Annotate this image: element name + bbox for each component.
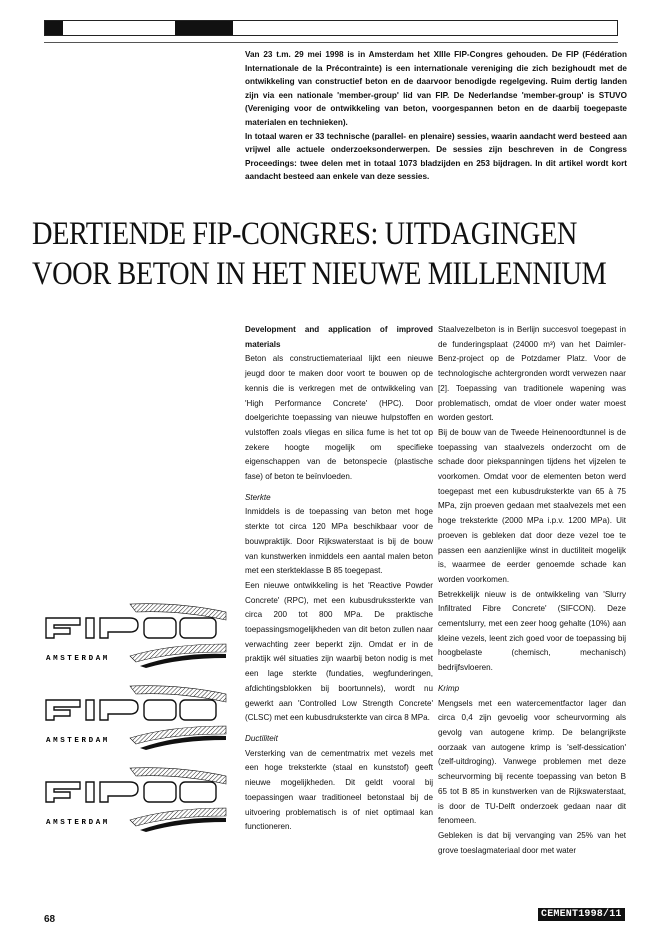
journal-issue-tag: CEMENT1998/11 [538, 908, 625, 921]
subheading-ductiliteit: Ductiliteit [245, 733, 278, 743]
paragraph: Mengsels met een watercementfactor lager dan circa 0,4 zijn gevoelig voor scheurvorming als gevolg van autogene krimp. De belangrijkste oorzaak van autogene krimp is 'self-dessication' (zelf-uitdroging). Vanwege problemen met deze scheurvorming bij recente toepassing van beton B 65 tot B 85 in kunstwerken van de Rijkswaterstaat, is door de TU-Delft onderzoek gedaan naar dit fenomeen. [438, 698, 626, 826]
headline-line-2: VOOR BETON IN HET NIEUWE MILLENNIUM [32, 256, 607, 292]
paragraph: Betrekkelijk nieuw is de ontwikkeling van 'Slurry Infiltrated Fibre Concrete' (SIFCON). Deze cementslurry, met een zeer hoog gehalte (10%) aan kleine vezels, leent zich goed voor de toepassing bij hoogbelaste (chemisch, mechanisch) bedrijfsvloeren. [438, 589, 626, 673]
intro-lead [245, 48, 627, 184]
article-column-right [438, 323, 626, 858]
header-bar [44, 20, 618, 36]
page-number: 68 [44, 914, 56, 925]
section-heading: Development and application of improved materials [245, 325, 433, 349]
header-bar-block [175, 21, 233, 35]
paragraph: Gebleken is dat bij vervanging van 25% van het grove toeslagmateriaal door met water [438, 830, 626, 855]
fip98-logo [40, 680, 230, 752]
subheading-sterkte: Sterkte [245, 492, 271, 502]
subheading-krimp: Krimp [438, 683, 460, 693]
article-column-left [245, 323, 433, 835]
paragraph: Inmiddels is de toepassing van beton met hoge sterkte tot circa 120 MPa beschikbaar voor de bouwpraktijk. Door Rijkswaterstaat is bij de bouw van kunstwerken inmiddels een aantal malen beton met een sterkteklasse B 85 toegepast. [245, 507, 433, 576]
logo-city-label: AMSTERDAM [46, 655, 110, 663]
logo-city-label: AMSTERDAM [46, 819, 110, 827]
paragraph: Een nieuwe ontwikkeling is het 'Reactive Powder Concrete' (RPC), met een kubusdrukssterkte van circa 200 tot 800 MPa. De praktische toepassingsmogelijkheden van dit beton zullen naar verwachting zeer beperkt zijn. Omdat er in de praktijk wél situaties zijn waarbij beton nodig is met een lage sterkte (fundaties, wegfunderingen, afdichtingsblokken bij boortunnels), wordt nu gewerkt aan 'Controlled Low Strength Concrete' (CLSC) met een kubusdruksterkte van circa 8 MPa. [245, 580, 433, 723]
headline-line-1: DERTIENDE FIP-CONGRES: UITDAGINGEN [32, 216, 577, 252]
intro-paragraph-1: Van 23 t.m. 29 mei 1998 is in Amsterdam het XIIIe FIP-Congres gehouden. De FIP (Fédération Internationale de la Précontrainte) is een internationale vereniging die zich bezighoudt met de ontwikkeling van constructief beton en de daarvoor benodigde regelgeving. Ruim dertig landen zijn via een nationale 'member-group' lid van FIP. De Nederlandse 'member-group' is STUVO (Vereniging voor de ontwikkeling van beton, voorgespannen beton en de daarbij toegepaste materialen en technieken). [245, 50, 627, 127]
paragraph: Bij de bouw van de Tweede Heinenoordtunnel is de toepassing van staalvezels onderzocht om de schade door piekspanningen tijdens het vijzelen te voorkomen. Omdat voor de elementen beton werd toegepast met een kubusdruksterkte van 65 à 75 MPa, zijn proeven gedaan met staalvezels met een hoge treksterkte (2000 MPa i.p.v. 1200 MPa). Uit proeven is gebleken dat door deze vezel toe te passen een aanzienlijke winst in ductiliteit mogelijk is, waarmee de eerder genoemde schade kan worden voorkomen. [438, 427, 626, 584]
fip98-logo [40, 598, 230, 670]
logo-city-label: AMSTERDAM [46, 737, 110, 745]
intro-paragraph-2: In totaal waren er 33 technische (parallel- en plenaire) sessies, waarin aandacht werd besteed aan vrijwel alle actuele onderzoeksonderwerpen. De sessies zijn beschreven in de Congress Proceedings: twee delen met in totaal 1073 bladzijden en 253 bijdragen. In dit artikel wordt kort aandacht besteed aan enkele van deze sessies. [245, 131, 627, 182]
paragraph: Versterking van de cementmatrix met vezels met een hoge treksterkte (staal en kunststof) geeft nieuwe mogelijkheden. Dit geldt vooral bij toepassingen waar traditioneel betonstaal bij de uitvoering problematisch is of niet optimaal kan functioneren. [245, 748, 433, 832]
article-headline [32, 214, 607, 294]
header-rule [44, 42, 618, 43]
fip98-logo [40, 762, 230, 834]
paragraph: Staalvezelbeton is in Berlijn succesvol toegepast in de funderingsplaat (24000 m³) van het Daimler-Benz-project op de Potzdamer Platz. Voor de technologische achtergronden wordt verwezen naar [2]. Toepassing van traditionele wapening was problematisch, omdat de vloer onder water moest worden gestort. [438, 325, 626, 423]
paragraph: Beton als constructiemateriaal lijkt een nieuwe jeugd door te maken door voort te bouwen op de kennis die is verkregen met de ontwikkeling van 'High Performance Concrete' (HPC). Door doelgerichte toepassing van nieuwe hulpstoffen en vulstoffen zoals vliegas en silica fume is het tot op zekere hoogte mogelijk om specifieke eigenschappen van de betonspecie (plastische fase) of beton te beïnvloeden. [245, 354, 433, 482]
header-bar-block [45, 21, 63, 35]
